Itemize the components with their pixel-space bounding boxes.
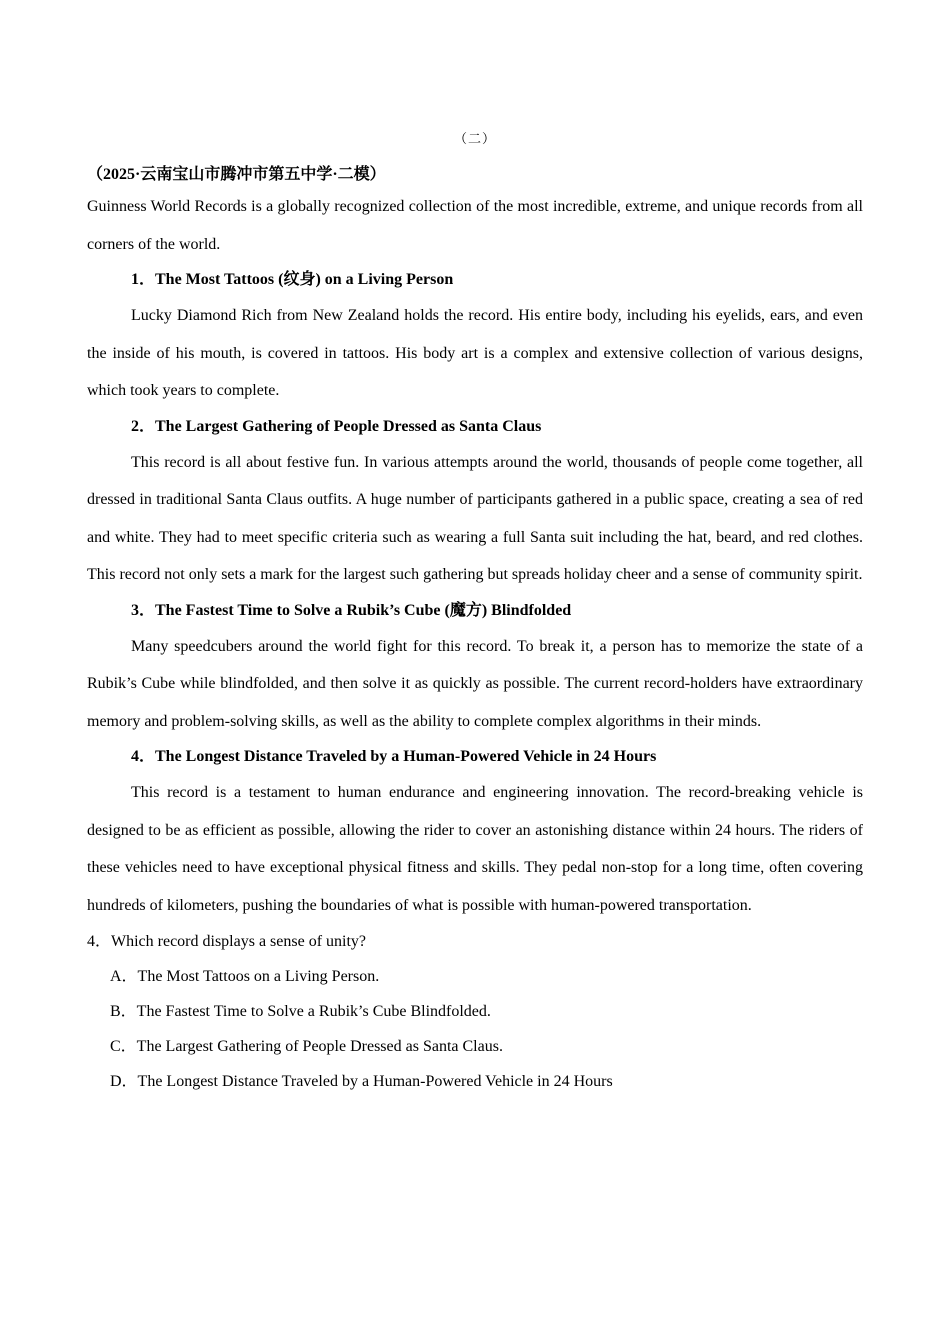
record-body-1: Lucky Diamond Rich from New Zealand holds the record. His entire body, including his eyelids, ears, and even the inside of his mouth, is covered in tattoos. His body art is a complex and extensive collection of various designs, which took years to complete. (87, 307, 863, 399)
record-heading-4: 4．The Longest Distance Traveled by a Human-Powered Vehicle in 24 Hours (131, 748, 657, 765)
option-a[interactable]: A．The Most Tattoos on a Living Person. (110, 968, 380, 985)
record-heading-3: 3．The Fastest Time to Solve a Rubik’s Cube (魔方) Blindfolded (131, 601, 572, 619)
record-body-4: This record is a testament to human endurance and engineering innovation. The record-breaking vehicle is designed to be as efficient as possible, allowing the rider to cover an astonishing distance within 24 hours. The riders of these vehicles need to have exceptional physical fitness and skills. They pedal non-stop for a long time, often covering hundreds of kilometers, pushing the boundaries of what is possible with human-powered transportation. (87, 784, 863, 914)
option-c[interactable]: C．The Largest Gathering of People Dressed as Santa Claus. (110, 1038, 503, 1055)
option-b[interactable]: B．The Fastest Time to Solve a Rubik’s Cube Blindfolded. (110, 1003, 491, 1020)
option-d[interactable]: D．The Longest Distance Traveled by a Human-Powered Vehicle in 24 Hours (110, 1073, 613, 1090)
exam-source: （2025·云南宝山市腾冲市第五中学·二模） (87, 166, 386, 183)
question-stem: 4．Which record displays a sense of unity? (87, 933, 367, 950)
record-body-3: Many speedcubers around the world fight for this record. To break it, a person has to memorize the state of a Rubik’s Cube while blindfolded, and then solve it as quickly as possible. The current record-holders have extraordinary memory and problem-solving skills, as well as the ability to complete complex algorithms in their minds. (87, 637, 863, 730)
record-heading-2: 2．The Largest Gathering of People Dressed as Santa Claus (131, 417, 542, 435)
passage-body (87, 188, 863, 1099)
record-body-2: This record is all about festive fun. In various attempts around the world, thousands of people come together, all dressed in traditional Santa Claus outfits. A huge number of participants gathered in a public space, creating a sea of red and white. They had to meet specific criteria such as wearing a full Santa suit including the hat, beard, and red clothes. This record not only sets a mark for the largest such gathering but spreads holiday cheer and a sense of community spirit. (87, 453, 863, 583)
record-heading-1: 1．The Most Tattoos (纹身) on a Living Person (131, 271, 454, 288)
passage-intro: Guinness World Records is a globally recognized collection of the most incredible, extreme, and unique records from all corners of the world. (87, 198, 863, 253)
section-mark: （二） (453, 131, 496, 146)
